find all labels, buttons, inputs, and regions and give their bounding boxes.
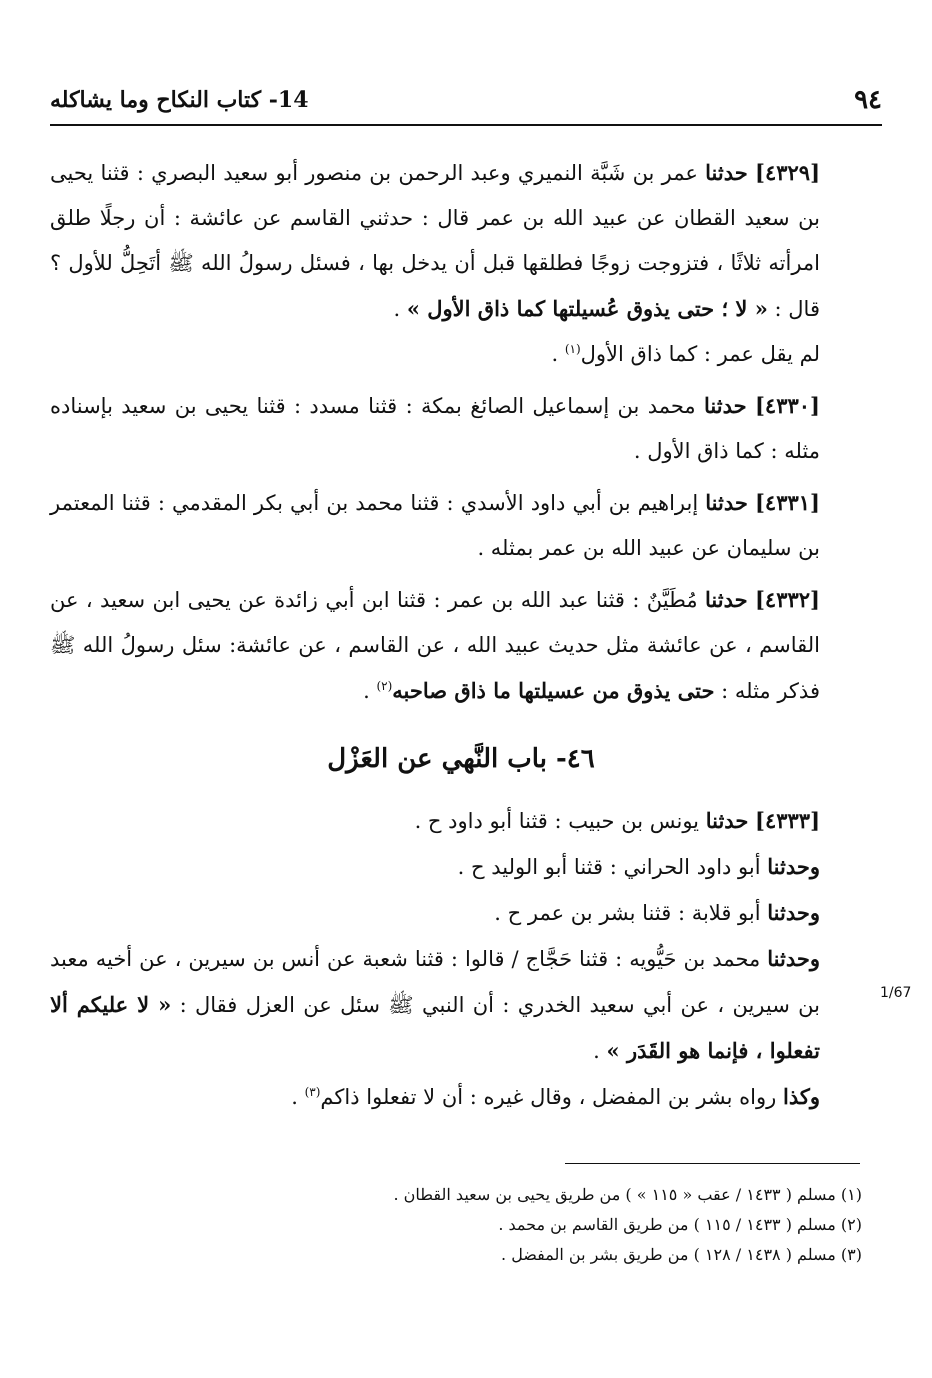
hadith-number: [٤٣٣١]	[754, 490, 820, 515]
narration-lead: حدثنا	[705, 808, 749, 833]
chain-2	[50, 844, 872, 890]
hadith-text: عمر بن شَبَّة النميري وعبد الرحمن بن منصور أبو سعيد البصري : قثنا يحيى بن سعيد القطان عن عبيد الله بن عمر قال : حدثني القاسم عن عائشة : أن رجلًا طلق امرأته ثلاثًا ، فتزوجت زوجًا فطلقها قبل أن يدخل بها ، فسئل رسولُ الله ﷺ أتَحِلُّ للأول ؟ قال :	[50, 161, 820, 321]
chain-4	[50, 936, 872, 1074]
page-number: ٩٤	[854, 85, 882, 115]
hadith-4329	[50, 150, 872, 332]
punctuation: .	[593, 1039, 607, 1063]
narration-lead: وحدثنا	[767, 946, 820, 971]
narration-lead: وحدثنا	[767, 854, 820, 879]
punctuation: .	[393, 297, 407, 321]
prophetic-saying: حتى يذوق من عسيلتها ما ذاق صاحبه	[392, 678, 715, 703]
footnote-2: (٢) مسلم ( ١٤٣٣ / ١١٥ ) من طريق القاسم بن محمد .	[498, 1215, 862, 1234]
hadith-text: رواه بشر بن المفضل ، وقال غيره : أن لا تفعلوا ذاكم	[320, 1085, 777, 1109]
hadith-text: يونس بن حبيب : قثنا أبو داود ح .	[414, 809, 700, 833]
footnote-marker[interactable]: (١)	[564, 342, 581, 356]
hadith-4332	[50, 577, 872, 714]
main-text	[50, 150, 872, 1120]
hadith-4330	[50, 383, 872, 474]
narration-lead: حدثنا	[705, 587, 748, 612]
hadith-number: [٤٣٢٩]	[755, 160, 820, 185]
header-divider	[50, 124, 882, 126]
footnote-divider	[565, 1163, 860, 1164]
prophetic-saying: « لا ؛ حتى يذوق عُسيلتها كما ذاق الأول »	[406, 296, 768, 321]
running-title: 14- كتاب النكاح وما يشاكله	[50, 87, 309, 113]
narration-lead: حدثنا	[705, 160, 748, 185]
chain-3	[50, 890, 872, 936]
punctuation: .	[551, 342, 565, 366]
narration-lead: حدثنا	[704, 393, 747, 418]
hadith-4331	[50, 480, 872, 571]
narration-lead: حدثنا	[705, 490, 748, 515]
hadith-4333	[50, 798, 872, 844]
hadith-text: أبو داود الحراني : قثنا أبو الوليد ح .	[457, 855, 761, 879]
footnote-marker[interactable]: (٢)	[376, 679, 393, 693]
hadith-number: [٤٣٣٣]	[755, 808, 820, 833]
footnote-marker[interactable]: (٣)	[304, 1085, 321, 1099]
hadith-text: مُطَيَّنٌ : قثنا عبد الله بن عمر : قثنا ابن أبي زائدة عن يحيى ابن سعيد ، عن القاسم ، عن عائشة مثل حديث عبيد الله ، عن القاسم ، عن عائشة: سئل رسولُ الله ﷺ فذكر مثله :	[50, 588, 820, 703]
note-text: لم يقل عمر : كما ذاق الأول	[580, 342, 820, 366]
prophetic-saying: « لا عليكم ألا تفعلوا ، فإنما هو القَدَر »	[50, 992, 820, 1063]
chapter-heading: ٤٦- باب النَّهي عن العَزْل	[327, 744, 595, 774]
punctuation: .	[291, 1085, 305, 1109]
chain-5	[50, 1074, 872, 1120]
hadith-text: أبو قلابة : قثنا بشر بن عمر ح .	[494, 901, 761, 925]
punctuation: .	[363, 679, 377, 703]
narration-lead: وحدثنا	[767, 900, 820, 925]
hadith-number: [٤٣٣٠]	[754, 393, 820, 418]
note-umar	[50, 332, 872, 377]
page-header	[50, 80, 882, 120]
footnote-1: (١) مسلم ( ١٤٣٣ / عقب « ١١٥ » ) من طريق يحيى بن سعيد القطان .	[393, 1185, 862, 1204]
hadith-text: محمد بن حَيُّويه : قثنا حَجَّاج / قالوا : قثنا شعبة عن أنس بن سيرين ، عن أخيه معبد بن سيرين ، عن أبي سعيد الخدري : أن النبي ﷺ سئل عن العزل فقال :	[50, 947, 820, 1017]
manuscript-folio-reference: 1/67	[880, 985, 912, 1001]
hadith-number: [٤٣٣٢]	[754, 587, 820, 612]
footnote-3: (٣) مسلم ( ١٤٣٨ / ١٢٨ ) من طريق بشر بن المفضل .	[501, 1245, 862, 1264]
hadith-text: إبراهيم بن أبي داود الأسدي : قثنا محمد بن أبي بكر المقدمي : قثنا المعتمر بن سليمان عن عبيد الله بن عمر بمثله .	[50, 491, 820, 560]
footnotes	[60, 1180, 862, 1270]
narration-lead: وكذا	[783, 1084, 820, 1109]
hadith-text: محمد بن إسماعيل الصائغ بمكة : قثنا مسدد : قثنا يحيى بن سعيد بإسناده مثله : كما ذاق الأول .	[50, 394, 820, 463]
